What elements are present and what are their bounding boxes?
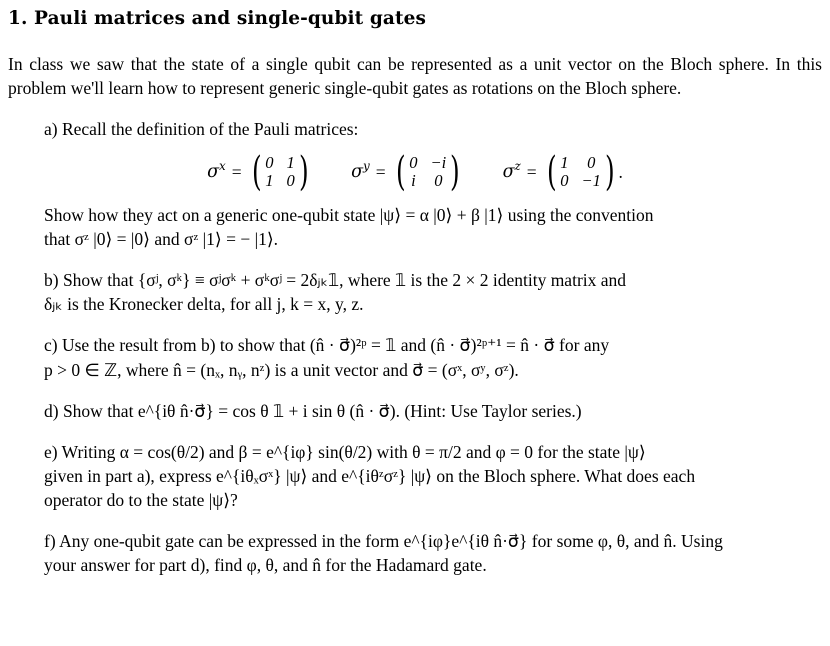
page-title: 1. Pauli matrices and single-qubit gates: [8, 8, 426, 29]
part-e-line-1: e) Writing α = cos(θ/2) and β = e^{iφ} sin(θ/2) with θ = π/2 and φ = 0 for the state |ψ⟩: [44, 441, 646, 462]
matrix-sigma-y: $\sigma^y$ = ( 0 −i i 0 ): [351, 154, 464, 191]
cell: −1: [581, 171, 601, 191]
part-f-line-2: your answer for part d), find φ, θ, and n̂ for the Hadamard gate.: [44, 555, 487, 576]
cell: i: [411, 171, 416, 191]
cell: 0: [560, 171, 569, 191]
part-f-line-1: f) Any one-qubit gate can be expressed in the form e^{iφ}e^{iθ n̂·σ⃗} for some φ, θ, and n̂. Using: [44, 531, 723, 552]
right-paren: ): [450, 149, 460, 196]
cell: 1: [286, 152, 295, 172]
matrix-sigma-x: $\sigma^x$ = ( 0 1 1 0 ): [207, 154, 312, 191]
part-a-body-line-2: that σᶻ |0⟩ = |0⟩ and σᶻ |1⟩ = − |1⟩.: [44, 229, 279, 250]
part-d-line-1: d) Show that e^{iθ n̂·σ⃗} = cos θ 𝟙 + i sin θ (n̂ · σ⃗). (Hint: Use Taylor series.): [44, 400, 582, 421]
right-paren: ): [604, 149, 615, 196]
part-a-lead: a) Recall the definition of the Pauli matrices:: [44, 118, 359, 139]
left-paren: (: [395, 149, 406, 196]
part-e-line-2: given in part a), express e^{iθₓσˣ} |ψ⟩ and e^{iθᶻσᶻ} |ψ⟩ on the Bloch sphere. What does each: [44, 466, 696, 486]
cell: 0: [409, 152, 418, 172]
pauli-matrices-display: [0, 149, 830, 196]
matrix-sigma-y-superscript: y: [363, 159, 370, 174]
part-a-body-line-1: Show how they act on a generic one-qubit state |ψ⟩ = α |0⟩ + β |1⟩ using the convention: [44, 204, 654, 225]
matrix-trailing-punctuation: .: [618, 162, 623, 183]
left-paren: (: [251, 149, 262, 196]
problem-page: [0, 6, 830, 646]
cell: 1: [560, 152, 569, 172]
intro-paragraph: In class we saw that the state of a single qubit can be represented as a unit vector on the Bloch sphere. In this problem we'll learn how to represent generic single-qubit gates as rotations on the Bloch sphere.: [8, 53, 822, 98]
right-paren: ): [298, 149, 309, 196]
part-b-line-2: δⱼₖ is the Kronecker delta, for all j, k = x, y, z.: [44, 294, 364, 315]
part-c-line-2: p > 0 ∈ ℤ, where n̂ = (nₓ, nᵧ, nᶻ) is a unit vector and σ⃗ = (σˣ, σʸ, σᶻ).: [44, 359, 519, 380]
part-b-line-1: b) Show that {σʲ, σᵏ} ≡ σʲσᵏ + σᵏσʲ = 2δⱼₖ𝟙, where 𝟙 is the 2 × 2 identity matrix and: [44, 270, 627, 291]
cell: 0: [265, 152, 274, 172]
cell: −i: [430, 152, 447, 172]
cell: 0: [587, 152, 596, 172]
part-e-line-3: operator do to the state |ψ⟩?: [44, 490, 238, 511]
part-c-line-1: c) Use the result from b) to show that (n̂ · σ⃗)²ᵖ = 𝟙 and (n̂ · σ⃗)²ᵖ⁺¹ = n̂ · σ⃗ for any: [44, 335, 610, 356]
cell: 0: [434, 171, 443, 191]
matrix-sigma-x-superscript: x: [219, 159, 226, 174]
cell: 0: [286, 171, 295, 191]
left-paren: (: [546, 149, 557, 196]
matrix-sigma-z: $\sigma^z$ = ( 1 0 0 −1 ) .: [502, 149, 623, 196]
cell: 1: [265, 171, 274, 191]
matrix-sigma-z-superscript: z: [514, 159, 521, 174]
